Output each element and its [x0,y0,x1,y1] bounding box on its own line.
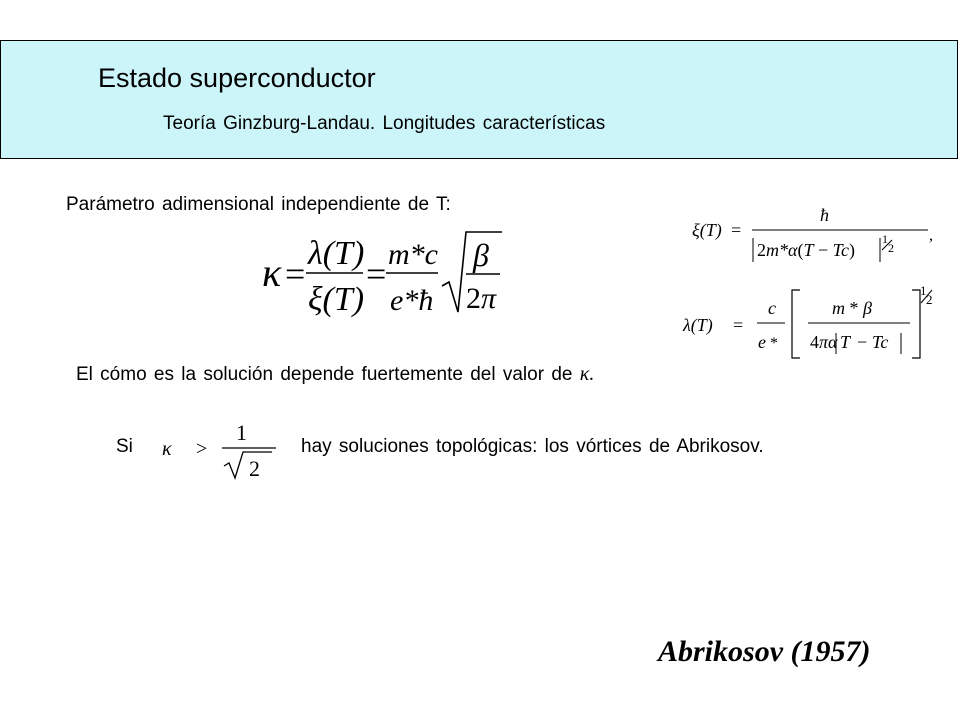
svg-text:−: − [857,332,868,352]
svg-text:=: = [366,254,387,294]
svg-text:=: = [731,220,742,240]
svg-text:ξ(T): ξ(T) [692,220,722,240]
svg-text:>: > [196,438,208,460]
kappa-symbol: κ. [579,363,595,385]
svg-text:1: 1 [920,283,927,298]
svg-text:Tc: Tc [872,332,889,352]
svg-text:4πα: 4πα [810,332,838,352]
slide-subtitle: Teoría Ginzburg-Landau. Longitudes características [163,113,606,134]
svg-text:β: β [473,237,489,273]
svg-text:2m*α(T − Tc): 2m*α(T − Tc) [757,240,855,260]
condition-si-label: Si [116,436,133,457]
svg-text:=: = [285,254,306,294]
svg-text:ξ(T): ξ(T) [308,281,365,318]
abrikosov-credit: Abrikosov (1957) [658,635,871,668]
parameter-description: Parámetro adimensional independiente de T: [66,194,451,215]
svg-text:λ(T): λ(T) [308,235,365,272]
svg-text:2: 2 [888,241,894,255]
svg-text:2: 2 [249,456,260,481]
svg-text:e*ħ: e*ħ [390,284,434,317]
svg-text:2: 2 [926,292,933,307]
svg-text:m*c: m*c [388,238,438,271]
svg-text:m * β: m * β [832,298,872,318]
svg-text:κ: κ [262,250,282,295]
svg-text:2π: 2π [466,282,497,315]
svg-text:ħ: ħ [820,205,829,225]
svg-text:e: e [758,332,766,352]
vortices-statement: hay soluciones topológicas: los vórtices de Abrikosov. [301,436,764,457]
svg-text:c: c [768,298,776,318]
svg-text:T: T [840,332,851,352]
solution-text: El cómo es la solución depende fuertemente del valor de [76,364,573,385]
svg-text:1: 1 [882,232,888,246]
svg-text:λ(T): λ(T) [683,315,713,335]
svg-text:1: 1 [236,420,247,445]
svg-text:=: = [733,315,744,335]
svg-text:*: * [770,335,778,352]
svg-text:,: , [929,227,933,244]
slide-title: Estado superconductor [98,63,376,93]
svg-text:κ: κ [162,438,172,460]
